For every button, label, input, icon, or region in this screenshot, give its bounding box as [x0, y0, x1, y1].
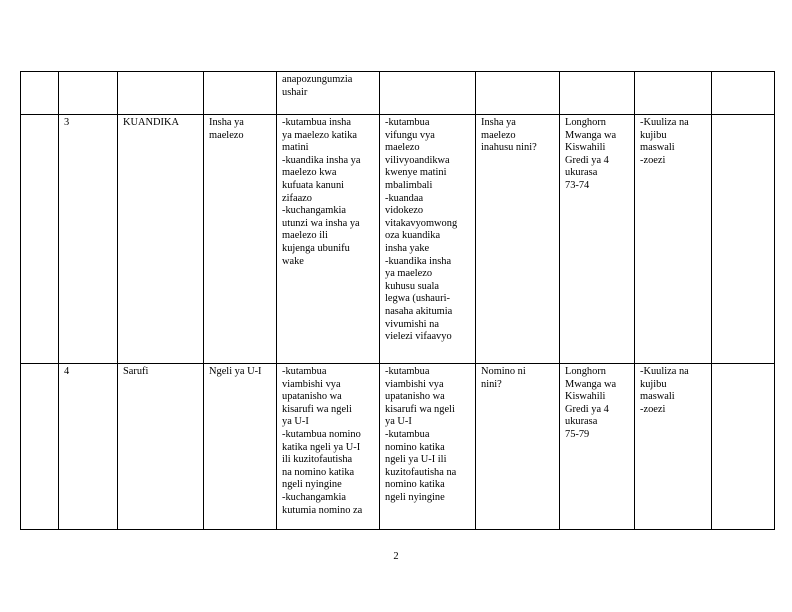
cell-line: -kutambua	[385, 366, 430, 377]
cell-line: upatanisho wa	[385, 391, 445, 403]
cell-line: ili kuzitofautisha	[282, 454, 353, 466]
objectives-cell	[277, 115, 380, 364]
table-row	[21, 115, 775, 364]
cell-line: na nomino katika	[282, 466, 355, 478]
cell-line: -kuandika insha ya	[282, 154, 361, 166]
cell-line: maelezo kwa	[282, 167, 337, 179]
cell-line: nomino katika	[385, 479, 445, 491]
cell-line: viambishi vya	[385, 378, 444, 390]
cell-line: kuzitofautisha na	[385, 466, 457, 478]
cell-line: Mwanga wa	[565, 129, 617, 141]
cell-text: KUANDIKA	[123, 117, 179, 128]
key-question-cell	[476, 364, 560, 530]
cell-line: -kuchangamkia	[282, 491, 347, 503]
cell-line: maelezo ili	[282, 230, 328, 242]
cell-line: kuhusu suala	[385, 280, 439, 292]
cell-line: -kutambua	[385, 117, 430, 128]
cell-line: Gredi ya 4	[565, 154, 609, 166]
cell-line: vilivyoandikwa	[385, 154, 450, 166]
cell-line: Kiswahili	[565, 391, 606, 403]
cell-line: -kutambua insha	[282, 117, 351, 128]
scheme-of-work-table	[20, 71, 775, 530]
resources-cell	[560, 115, 635, 364]
substrand-cell	[204, 115, 277, 364]
cell-line: kisarufi wa ngeli	[282, 403, 352, 415]
objectives-cell	[277, 364, 380, 530]
assessment-cell	[635, 364, 712, 530]
cell-line: -kuandika insha	[385, 255, 452, 267]
cell-line: kisarufi wa ngeli	[385, 403, 455, 415]
cell-line: ukurasa	[565, 167, 598, 179]
table-row	[21, 364, 775, 530]
strand-cell	[118, 72, 204, 115]
cell-line: kwenye matini	[385, 167, 447, 179]
cell-line: nini?	[481, 378, 502, 390]
cell-line: -zoezi	[640, 154, 666, 166]
cell-line: Nomino ni	[481, 366, 526, 377]
cell-line: maswali	[640, 391, 675, 403]
cell-line: ngeli nyingine	[282, 479, 342, 491]
cell-line: kujibu	[640, 129, 667, 141]
substrand-cell	[204, 364, 277, 530]
resources-cell	[560, 364, 635, 530]
week-cell	[21, 72, 59, 115]
cell-line: utunzi wa insha ya	[282, 217, 360, 229]
cell-line: Insha ya	[209, 117, 244, 128]
cell-line: ushair	[282, 86, 308, 98]
cell-line: vitakavyomwong	[385, 217, 458, 229]
cell-line: -kuchangamkia	[282, 205, 347, 217]
cell-line: wake	[282, 255, 304, 267]
cell-line: insha yake	[385, 242, 430, 254]
cell-line: ngeli nyingine	[385, 491, 445, 503]
cell-line: nasaha akitumia	[385, 305, 453, 317]
cell-line: katika ngeli ya U-I	[282, 441, 361, 453]
cell-line: vidokezo	[385, 205, 424, 217]
cell-line: maelezo	[385, 142, 420, 154]
cell-line: ngeli ya U-I ili	[385, 454, 447, 466]
cell-line: ya maelezo	[385, 268, 433, 280]
cell-line: anapozungumzia	[282, 74, 353, 85]
assessment-cell	[635, 72, 712, 115]
cell-line: -kutambua	[282, 366, 327, 377]
cell-line: Kiswahili	[565, 142, 606, 154]
cell-line: mbalimbali	[385, 179, 433, 191]
objectives-cell	[277, 72, 380, 115]
lesson-cell	[59, 364, 118, 530]
cell-line: maelezo	[209, 129, 244, 141]
cell-line: maelezo	[481, 129, 516, 141]
activities-cell	[380, 364, 476, 530]
week-cell	[21, 364, 59, 530]
activities-cell	[380, 72, 476, 115]
cell-line: inahusu nini?	[481, 142, 537, 154]
resources-cell	[560, 72, 635, 115]
cell-line: vifungu vya	[385, 129, 435, 141]
key-question-cell	[476, 115, 560, 364]
cell-line: legwa (ushauri-	[385, 293, 450, 305]
cell-line: ya U-I	[385, 416, 412, 428]
cell-text: 3	[64, 117, 70, 128]
strand-cell	[118, 364, 204, 530]
cell-line: Longhorn	[565, 117, 606, 128]
cell-line: nomino katika	[385, 441, 445, 453]
cell-line: ukurasa	[565, 416, 598, 428]
table-body	[21, 72, 775, 530]
cell-line: vivumishi na	[385, 318, 439, 330]
reflection-cell	[712, 72, 775, 115]
cell-line: viambishi vya	[282, 378, 341, 390]
reflection-cell	[712, 364, 775, 530]
cell-line: Mwanga wa	[565, 378, 617, 390]
cell-line: Insha ya	[481, 117, 516, 128]
cell-line: kutumia nomino za	[282, 504, 363, 516]
reflection-cell	[712, 115, 775, 364]
cell-text: 4	[64, 366, 70, 377]
cell-line: vielezi vifaavyo	[385, 331, 452, 343]
table-row	[21, 72, 775, 115]
cell-line: -zoezi	[640, 403, 666, 415]
cell-line: kujenga ubunifu	[282, 242, 350, 254]
cell-line: 75-79	[565, 428, 590, 440]
cell-line: maswali	[640, 142, 675, 154]
cell-line: kufuata kanuni	[282, 179, 345, 191]
cell-line: -kutambua nomino	[282, 428, 361, 440]
cell-line: -Kuuliza na	[640, 366, 689, 377]
cell-line: -kuandaa	[385, 192, 424, 204]
page-number: 2	[393, 551, 399, 562]
cell-line: matini	[282, 142, 309, 154]
cell-line: ya maelezo katika	[282, 129, 358, 141]
week-cell	[21, 115, 59, 364]
strand-cell	[118, 115, 204, 364]
cell-line: 73-74	[565, 179, 590, 191]
cell-line: -Kuuliza na	[640, 117, 689, 128]
cell-text: Sarufi	[123, 366, 149, 377]
cell-line: oza kuandika	[385, 230, 441, 242]
cell-line: Ngeli ya U-I	[209, 366, 262, 377]
assessment-cell	[635, 115, 712, 364]
activities-cell	[380, 115, 476, 364]
cell-line: -kutambua	[385, 428, 430, 440]
lesson-cell	[59, 72, 118, 115]
cell-line: Gredi ya 4	[565, 403, 609, 415]
cell-line: ya U-I	[282, 416, 309, 428]
cell-line: upatanisho wa	[282, 391, 342, 403]
cell-line: zifaazo	[282, 192, 312, 204]
lesson-cell	[59, 115, 118, 364]
cell-line: kujibu	[640, 378, 667, 390]
substrand-cell	[204, 72, 277, 115]
cell-line: Longhorn	[565, 366, 606, 377]
key-question-cell	[476, 72, 560, 115]
